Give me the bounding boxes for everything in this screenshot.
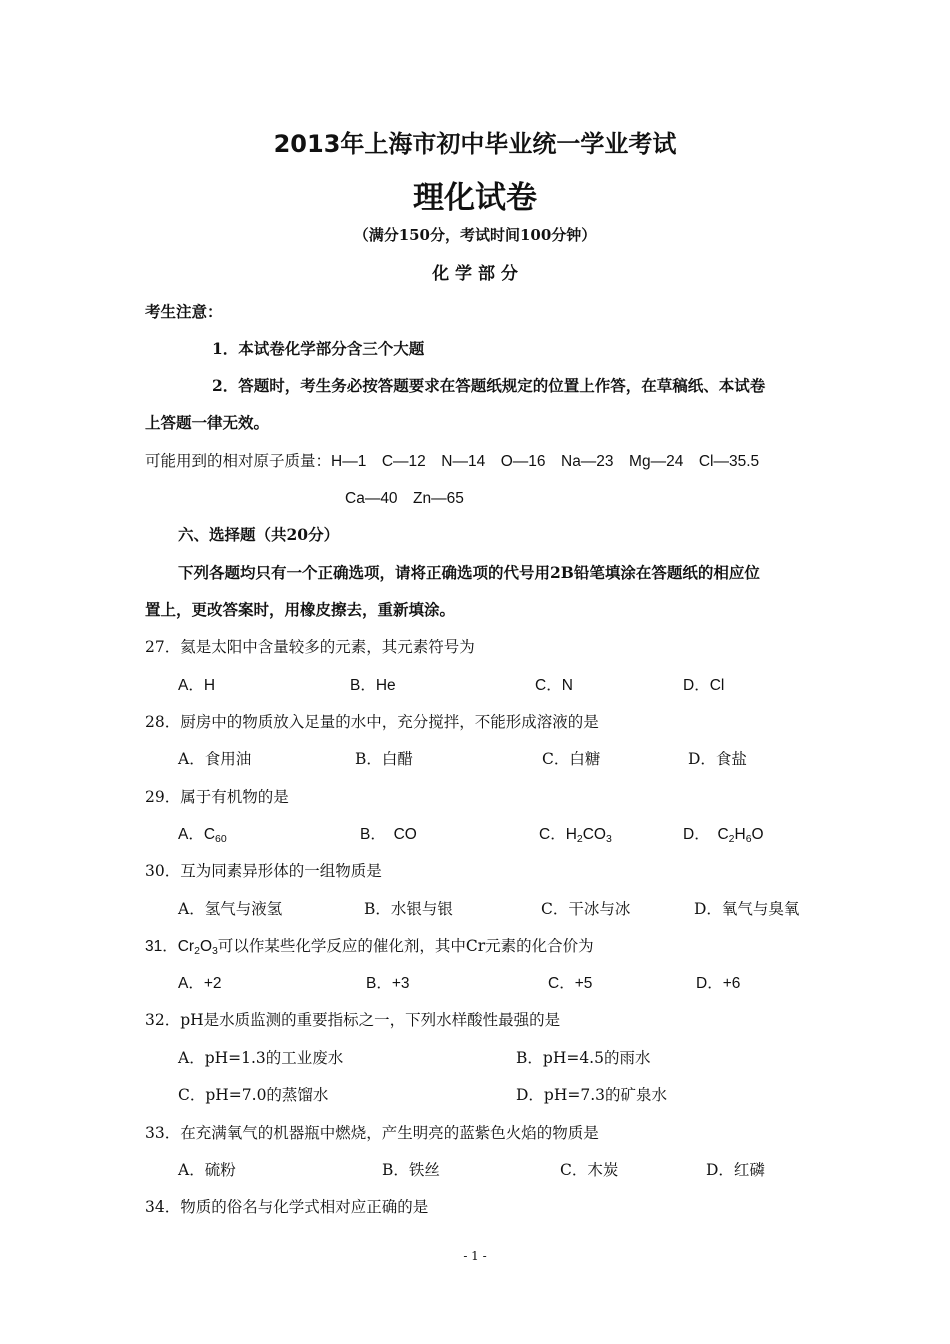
notice-heading: 考生注意： — [145, 302, 223, 321]
part6-heading: 六、选择题（共20分） — [178, 525, 340, 544]
q27-option-a: A．H — [178, 677, 216, 694]
q28-option-d: D．食盐 — [688, 750, 747, 768]
q27-option-b: B．He — [350, 677, 396, 694]
q28-option-c: C．白糖 — [542, 750, 601, 768]
q30-option-d: D．氧气与臭氧 — [694, 900, 800, 918]
q28-option-b: B．白醋 — [355, 750, 413, 768]
atomic-masses-label: 可能用到的相对原子质量： — [145, 452, 332, 470]
q32-stem: 32．pH是水质监测的重要指标之一，下列水样酸性最强的是 — [145, 1011, 561, 1029]
exam-title: 2013年上海市初中毕业统一学业考试 — [273, 130, 677, 158]
q32-option-d: D．pH=7.3的矿泉水 — [516, 1086, 668, 1104]
part6-instruction: 下列各题均只有一个正确选项，请将正确选项的代号用2B铅笔填涂在答题纸的相应位 — [178, 563, 760, 582]
q31-option-c: C．+5 — [548, 975, 593, 992]
q29-option-d: D． $C_2H_6O$ — [683, 826, 764, 845]
atomic-masses — [145, 449, 759, 471]
score-info: （满分150分，考试时间100分钟） — [353, 226, 597, 244]
q33-option-c: C．木炭 — [560, 1161, 619, 1179]
q32-option-a: A．pH=1.3的工业废水 — [178, 1049, 344, 1067]
q31-stem: 31．$Cr_2O_3$可以作某些化学反应的催化剂，其中Cr元素的化合价为 — [145, 937, 594, 957]
q30-option-b: B．水银与银 — [364, 900, 453, 918]
notice-item-2: 2．答题时，考生务必按答题要求在答题纸规定的位置上作答，在草稿纸、本试卷 — [212, 376, 766, 395]
q34-stem: 34．物质的俗名与化学式相对应正确的是 — [145, 1198, 429, 1216]
q32-option-b: B．pH=4.5的雨水 — [516, 1049, 651, 1067]
page-number: - 1 - — [463, 1249, 487, 1263]
q27-option-c: C．N — [535, 677, 573, 694]
q29-option-b: B． CO — [360, 826, 417, 843]
q33-option-b: B．铁丝 — [382, 1161, 440, 1179]
notice-item-1: 1．本试卷化学部分含三个大题 — [212, 339, 425, 358]
paper-subtitle: 理化试卷 — [413, 180, 537, 216]
part6-instruction-cont: 置上，更改答案时，用橡皮擦去，重新填涂。 — [145, 600, 456, 619]
q29-stem: 29．属于有机物的是 — [145, 788, 289, 806]
q33-option-a: A．硫粉 — [178, 1161, 236, 1179]
q28-option-a: A．食用油 — [178, 750, 252, 768]
q31-option-b: B．+3 — [366, 975, 410, 992]
notice-item-2-cont: 上答题一律无效。 — [145, 413, 270, 432]
atomic-masses-line2: Ca—40 Zn—65 — [345, 490, 464, 507]
q30-option-a: A．氢气与液氢 — [178, 900, 283, 918]
section-title: 化 学 部 分 — [432, 264, 518, 284]
q30-stem: 30．互为同素异形体的一组物质是 — [145, 862, 382, 880]
q29-option-c: C．$H_2CO_3$ — [539, 826, 612, 845]
q28-stem: 28．厨房中的物质放入足量的水中，充分搅拌，不能形成溶液的是 — [145, 713, 599, 731]
q30-option-c: C．干冰与冰 — [541, 900, 631, 918]
atomic-masses-line1: H—1 C—12 N—14 O—16 Na—23 Mg—24 Cl—35.5 — [331, 453, 760, 470]
q29-option-a: A．$C_{60}$ — [178, 826, 227, 845]
q32-option-c: C．pH=7.0的蒸馏水 — [178, 1086, 329, 1104]
q27-stem: 27．氦是太阳中含量较多的元素，其元素符号为 — [145, 638, 475, 656]
q31-option-a: A．+2 — [178, 975, 222, 992]
q33-stem: 33．在充满氧气的机器瓶中燃烧，产生明亮的蓝紫色火焰的物质是 — [145, 1124, 599, 1142]
q33-option-d: D．红磷 — [706, 1161, 765, 1179]
q31-option-d: D．+6 — [696, 975, 741, 992]
q27-option-d: D．Cl — [683, 677, 725, 694]
